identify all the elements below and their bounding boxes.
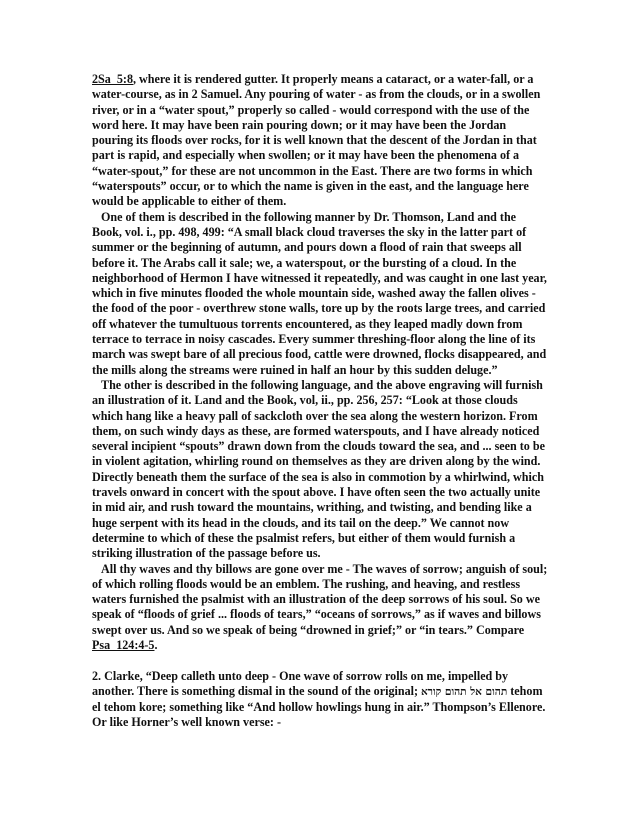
paragraph-thomson-first-form: One of them is described in the following manner by Dr. Thomson, Land and the Book, vol. i., pp. 498, 499: “A small black cloud traverses the sky in the latter part of summer or the beginning of autumn, and pours down a flood of rain that sweeps all before it. The Arabs call it sale; we, a waterspout, or the bursting of a cloud. In the neighborhood of Hermon I have witnessed it repeatedly, and was caught in one last year, which in five minutes flooded the whole mountain side, washed away the fallen olives - the food of the poor - overthrew stone walls, tore up by the roots large trees, and carried off whatever the tumultuous torrents encountered, as they leaped madly down from terrace to terrace in noisy cascades. Every summer threshing-floor along the line of its march was swept bare of all precious food, cattle were drowned, flocks disappeared, and the mills along the streams were ruined in half an hour by this sudden deluge.” bbox=[92, 209, 547, 377]
paragraph-spacer bbox=[92, 653, 548, 668]
hebrew-quotation: תהום אל תהום קורא bbox=[421, 685, 508, 698]
scripture-link-psa-124-4-5[interactable]: Psa_124:4-5 bbox=[92, 637, 155, 652]
paragraph-text: All thy waves and thy billows are gone over me - The waves of sorrow; anguish of soul; of which rolling floods would be an emblem. The rushing, and heaving, and restless waters furnished the psalmist with an illustration of the deep sorrows of his soul. So we speak of “floods of grief ... floods of tears,” “oceans of sorrows,” as if waves and billows swept over us. And so we speak of being “drowned in grief;” or “in tears.” Compare bbox=[92, 561, 548, 637]
paragraph-end: . bbox=[154, 637, 158, 652]
paragraph-clarke-comment bbox=[92, 669, 548, 731]
paragraph-text: , where it is rendered gutter. It properly means a cataract, or a water-fall, or a water-course, as in 2 Samuel. Any pouring of water - as from the clouds, or in a swollen river, or in a “water spout,” properly so called - would correspond with the use of the word here. It may have been rain pouring down; or it may have been the Jordan pouring its floods over rocks, for it is well known that the descent of the Jordan in that part is rapid, and especially when swollen; or it may have been the phenomena of a “water-spout,” for these are not uncommon in the East. There are two forms in which “waterspouts” occur, or to which the name is given in the east, and the language here would be applicable to either of them. bbox=[92, 72, 541, 209]
paragraph-waves-billows bbox=[92, 562, 548, 654]
paragraph-thomson-second-form: The other is described in the following language, and the above engraving will furnish an illustration of it. Land and the Book, vol, ii., pp. 256, 257: “Look at those clouds which hang like a heavy pall of sackcloth over the sea along the western horizon. From them, on such windy days as these, are formed waterspouts, and I have already noticed several incipient “spouts” drawn down from the clouds toward the sea, and ... seen to be in violent agitation, whirling round on themselves as they are driven along by the wind. Directly beneath them the surface of the sea is also in commotion by a whirlwind, which travels onward in concert with the spout above. I have often seen the two actually unite in mid air, and rush toward the mountains, writhing, and twisting, and bending like a huge serpent with its head in the clouds, and its tail on the deep.” We cannot now determine to which of these the psalmist refers, but either of them would furnish a striking illustration of the passage before us. bbox=[92, 377, 545, 561]
paragraph-text: 2. Clarke, “Deep calleth unto deep - One wave of sorrow rolls on me, impelled by another. There is something dismal in the sound of the original; bbox=[92, 668, 509, 698]
paragraph-text-continued: tehom el tehom kore; something like “And hollow howlings hung in air.” Thompson’s Ellenore. Or like Horner’s well known verse: - bbox=[92, 683, 546, 730]
scripture-link-2sa-5-8[interactable]: 2Sa_5:8 bbox=[92, 72, 133, 86]
paragraph-waterspout-definition bbox=[92, 72, 548, 210]
document-body bbox=[92, 72, 548, 731]
